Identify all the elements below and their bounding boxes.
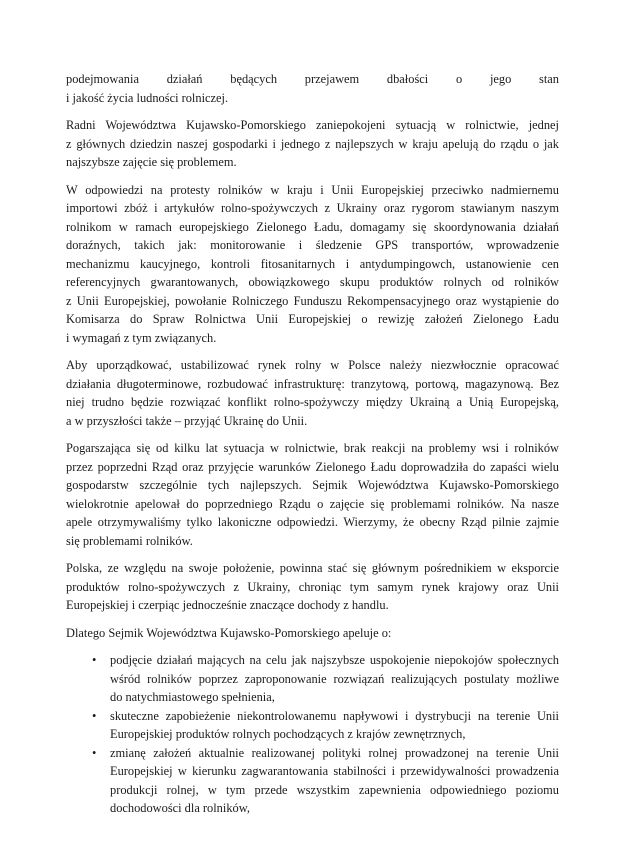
bullet-item: [66, 651, 559, 707]
text-line: rolnikom w ramach europejskiego Zielonego Ładu, domagamy się skoordynowania działań: [66, 219, 559, 234]
paragraph: [66, 559, 559, 615]
text-line: niej trudno będzie rozwiązać konflikt rolno-spożywczy między Ukrainą a Unią Europejską,: [66, 395, 559, 409]
text-line: przez poprzedni Rząd oraz przyjęcie warunków Zielonego Ładu doprowadziła do zapaści wielu: [66, 459, 559, 474]
text-line: wśród rolników poprzez zaproponowanie rozwiązań realizujących postulaty możliwe: [110, 671, 559, 686]
text-line: Europejskiej produktów rolnych pochodzących z krajów zewnętrznych,: [110, 727, 466, 741]
text-line: Europejskiej i czerpiąc jednocześnie znaczące dochody z handlu.: [66, 598, 389, 612]
paragraph: [66, 356, 559, 430]
bullet-marker-icon: •: [92, 653, 97, 667]
paragraph: [66, 624, 559, 643]
text-line: W odpowiedzi na protesty rolników w kraju i Unii Europejskiej przeciwko nadmiernemu: [66, 182, 559, 197]
text-line: skuteczne zapobieżenie niekontrolowanemu napływowi i dystrybucji na terenie Unii: [110, 708, 559, 723]
text-line: Aby uporządkować, ustabilizować rynek rolny w Polsce należy niezwłocznie opracować: [66, 358, 559, 372]
text-line: importowi zbóż i artykułów rolno-spożywczych z Ukrainy oraz rygorom stawianym naszym: [66, 201, 559, 215]
paragraph: [66, 70, 559, 107]
paragraph: [66, 439, 559, 550]
text-line: Pogarszająca się od kilku lat sytuacja w rolnictwie, brak reakcji na problemy wsi i rolników: [66, 441, 559, 455]
text-line: apele otrzymywaliśmy tylko lakoniczne odpowiedzi. Wierzymy, że obecny Rząd pilnie zajmie: [66, 515, 559, 529]
text-line: zmianę założeń aktualnie realizowanej polityki rolnej prowadzonej na terenie Unii: [110, 745, 559, 760]
text-line: a w przyszłości także – przyjąć Ukrainę do Unii.: [66, 413, 308, 428]
bullet-item: [66, 744, 559, 818]
text-line: i jakość życia ludności rolniczej.: [66, 90, 229, 105]
paragraph: [66, 181, 559, 348]
text-line: dochodowości dla rolników,: [110, 801, 250, 815]
text-line: się problemami rolników.: [66, 533, 193, 548]
text-line: gospodarstw szczególnie tych najlepszych. Sejmik Województwa Kujawsko-Pomorskiego: [66, 478, 559, 492]
text-line: produkcji rolnej, w tym przede wszystkim zapewnienia odpowiedniego poziomu: [110, 782, 559, 797]
text-line: podjęcie działań mających na celu jak najszybsze uspokojenie niepokojów społecznych: [110, 653, 559, 667]
text-line: do natychmiastowego spełnienia,: [110, 690, 275, 704]
text-line: referencyjnych gwarantowanych, obowiązkowego skupu produktów rolnych od rolników: [66, 275, 559, 289]
text-line: Radni Województwa Kujawsko-Pomorskiego zaniepokojeni sytuacją w rolnictwie, jednej: [66, 118, 559, 132]
text-line: Europejskiej w kierunku zagwarantowania stabilności i przewidywalności prowadzenia: [110, 764, 559, 778]
text-line: Dlatego Sejmik Województwa Kujawsko-Pomorskiego apeluje o:: [66, 625, 392, 640]
text-line: podejmowania działań będących przejawem dbałości o jego stan: [66, 72, 559, 86]
text-line: mechanizmu kaucyjnego, kontroli fitosanitarnych i antydumpingowch, ustanowienie cen: [66, 256, 559, 271]
text-line: produktów rolno-spożywczych z Ukrainy, chroniąc tym samym rynek krajowy oraz Unii: [66, 579, 559, 594]
text-line: najszybsze zajęcie się problemem.: [66, 155, 237, 169]
text-line: Polska, ze względu na swoje położenie, powinna stać się głównym pośrednikiem w eksporcie: [66, 561, 559, 575]
text-line: z głównych dziedzin naszej gospodarki i jednego z najlepszych w kraju apelują do rządu o jak: [66, 136, 559, 151]
text-line: z Unii Europejskiej, powołanie Rolniczego Funduszu Rekompensacyjnego oraz wystąpienie do: [66, 293, 559, 308]
bullet-marker-icon: •: [92, 708, 97, 723]
bullet-item: [66, 707, 559, 744]
text-line: wielokrotnie apelował do poprzedniego Rządu o zajęcie się problemami rolników. Na nasze: [66, 496, 559, 511]
text-line: działania długoterminowe, rozbudować infrastrukturę: tranzytową, portową, magazynową. Bez: [66, 376, 559, 391]
text-line: i wymagań z tym związanych.: [66, 330, 217, 345]
paragraph: [66, 116, 559, 172]
text-line: doraźnych, takich jak: monitorowanie i śledzenie GPS transportów, wprowadzenie: [66, 238, 559, 252]
bullet-marker-icon: •: [92, 745, 97, 760]
bullet-list: [66, 651, 559, 818]
text-line: Komisarza do Spraw Rolnictwa Unii Europejskiej o rewizję założeń Zielonego Ładu: [66, 312, 559, 326]
